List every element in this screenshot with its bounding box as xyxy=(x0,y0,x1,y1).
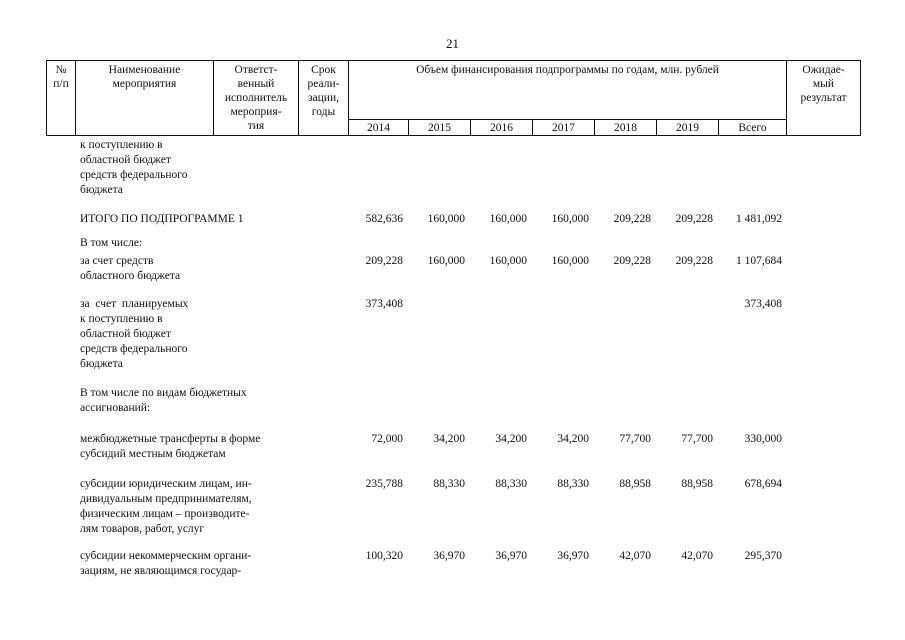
row-name: за счет средств областного бюджета xyxy=(80,255,181,282)
row-name: межбюджетные трансферты в форме субсидий местным бюджетам xyxy=(80,433,261,460)
row-name: к поступлению в областной бюджет средств федерального бюджета xyxy=(80,139,188,196)
header-executor: Ответст- венный исполнитель мероприя- тия xyxy=(224,64,288,132)
value-2014: 100,320 xyxy=(365,550,403,562)
header-funding: Объем финансирования подпрограммы по годам, млн. рублей xyxy=(416,64,719,76)
value-2016: 88,330 xyxy=(495,478,527,490)
year-2019: 2019 xyxy=(676,122,699,134)
header-result: Ожидае- мый результат xyxy=(800,64,847,104)
value-2017: 160,000 xyxy=(551,255,589,267)
value-2015: 36,970 xyxy=(433,550,465,562)
year-2016: 2016 xyxy=(490,122,513,134)
header-no: № п/п xyxy=(53,64,69,90)
value-2017: 36,970 xyxy=(557,550,589,562)
value-2017: 160,000 xyxy=(551,213,589,225)
row-name: субсидии юридическим лицам, ин- дивидуальным предпринимателям, физическим лицам – производите- лям товаров, работ, услуг xyxy=(80,478,252,535)
year-2017: 2017 xyxy=(552,122,575,134)
value-total: 330,000 xyxy=(744,433,782,445)
value-2014: 235,788 xyxy=(365,478,403,490)
year-2015: 2015 xyxy=(428,122,451,134)
value-2018: 209,228 xyxy=(613,213,651,225)
value-2015: 160,000 xyxy=(427,255,465,267)
value-2018: 42,070 xyxy=(619,550,651,562)
value-2019: 209,228 xyxy=(675,255,713,267)
header-term: Срок реали- зации, годы xyxy=(307,64,340,118)
value-2015: 88,330 xyxy=(433,478,465,490)
value-2017: 34,200 xyxy=(557,433,589,445)
value-2016: 36,970 xyxy=(495,550,527,562)
page-number: 21 xyxy=(446,36,459,51)
value-2015: 34,200 xyxy=(433,433,465,445)
value-2014: 72,000 xyxy=(371,433,403,445)
row-name: В том числе по видам бюджетных ассигнований: xyxy=(80,387,247,414)
value-total: 295,370 xyxy=(744,550,782,562)
value-2019: 88,958 xyxy=(681,478,713,490)
value-2015: 160,000 xyxy=(427,213,465,225)
value-2014: 373,408 xyxy=(365,298,403,310)
value-total: 1 481,092 xyxy=(736,213,782,225)
value-2014: 209,228 xyxy=(365,255,403,267)
value-2018: 209,228 xyxy=(613,255,651,267)
year-2014: 2014 xyxy=(367,122,390,134)
value-2018: 77,700 xyxy=(619,433,651,445)
year-2018: 2018 xyxy=(614,122,637,134)
value-2014: 582,636 xyxy=(365,213,403,225)
value-2017: 88,330 xyxy=(557,478,589,490)
value-2018: 88,958 xyxy=(619,478,651,490)
header-name: Наименование мероприятия xyxy=(108,64,181,90)
value-total: 1 107,684 xyxy=(736,255,782,267)
row-name: за счет планируемых к поступлению в областной бюджет средств федерального бюджета xyxy=(80,298,189,370)
value-total: 678,694 xyxy=(744,478,782,490)
row-name: субсидии некоммерческим органи- зациям, не являющимся государ- xyxy=(80,550,252,577)
row-name: ИТОГО ПО ПОДПРОГРАММЕ 1 xyxy=(80,213,244,225)
value-2019: 209,228 xyxy=(675,213,713,225)
value-2019: 42,070 xyxy=(681,550,713,562)
value-2016: 160,000 xyxy=(489,255,527,267)
value-2016: 160,000 xyxy=(489,213,527,225)
value-total: 373,408 xyxy=(744,298,782,310)
value-2016: 34,200 xyxy=(495,433,527,445)
year-total: Всего xyxy=(738,122,767,134)
value-2019: 77,700 xyxy=(681,433,713,445)
row-name: В том числе: xyxy=(80,237,143,249)
